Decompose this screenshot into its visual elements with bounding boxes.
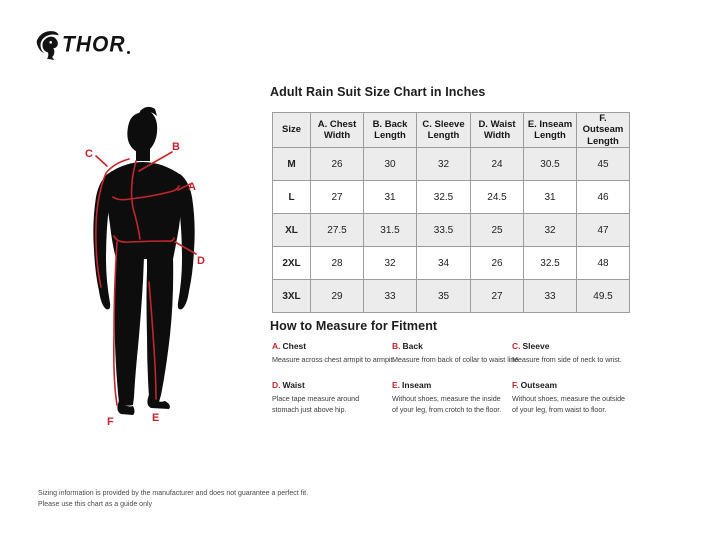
- measure-name: Outseam: [520, 379, 557, 390]
- col-header-sleeve: C. Sleeve Length: [417, 113, 471, 148]
- value-cell: 27: [311, 181, 364, 214]
- measure-item-heading: [392, 380, 512, 390]
- measure-name: Chest: [282, 341, 307, 351]
- measure-name: Waist: [282, 379, 305, 390]
- value-cell: 30.5: [524, 148, 577, 181]
- measure-description: Measure from back of collar to waist line.: [392, 355, 521, 364]
- body-silhouette: [93, 107, 194, 415]
- measure-item-heading: [272, 341, 392, 351]
- table-row: [273, 148, 630, 181]
- label-e: E: [152, 412, 160, 424]
- measure-description: Place tape measure around stomach just above hip.: [272, 393, 360, 414]
- col-header-chest: A. Chest Width: [311, 113, 364, 148]
- body-silhouette-diagram: [30, 75, 250, 455]
- value-cell: 28: [311, 247, 364, 280]
- value-cell: 32: [417, 148, 471, 181]
- label-d: D: [197, 255, 205, 267]
- measure-item-heading: [512, 341, 634, 351]
- disclaimer: [38, 488, 308, 510]
- measure-description: Measure across chest armpit to armpit.: [272, 355, 395, 364]
- value-cell: 32: [524, 214, 577, 247]
- size-cell: M: [273, 148, 311, 181]
- value-cell: 35: [417, 280, 471, 313]
- label-b: B: [172, 141, 180, 153]
- how-to-measure-title: How to Measure for Fitment: [270, 319, 438, 333]
- value-cell: 29: [311, 280, 364, 313]
- value-cell: 34: [417, 247, 471, 280]
- measure-letter: F.: [512, 379, 519, 390]
- disclaimer-line-1: Sizing information is provided by the manufacturer and does not guarantee a perfect fit.: [38, 490, 309, 497]
- disclaimer-line-2: Please use this chart as a guide only: [38, 501, 153, 509]
- measure-item-heading: [272, 380, 392, 390]
- value-cell: 26: [471, 247, 524, 280]
- value-cell: 25: [471, 214, 524, 247]
- measure-item-heading: [392, 341, 512, 351]
- value-cell: 46: [577, 181, 630, 214]
- size-cell: 3XL: [273, 280, 311, 313]
- measurement-figure: [30, 75, 250, 455]
- value-cell: 45: [577, 148, 630, 181]
- col-header-inseam: E. Inseam Length: [524, 113, 577, 148]
- value-cell: 31.5: [364, 214, 417, 247]
- measure-item-back: [392, 341, 521, 366]
- col-header-waist: D. Waist Width: [471, 113, 524, 148]
- measure-item-heading: [512, 380, 634, 390]
- value-cell: 24.5: [471, 181, 524, 214]
- value-cell: 31: [524, 181, 577, 214]
- value-cell: 33: [524, 280, 577, 313]
- size-cell: XL: [273, 214, 311, 247]
- goat-head-icon: [36, 30, 60, 60]
- table-header-row: [273, 113, 630, 148]
- measure-item-sleeve: [512, 341, 634, 366]
- measure-description: Measure from side of neck to wrist.: [512, 355, 622, 364]
- size-cell: L: [273, 181, 311, 214]
- value-cell: 27.5: [311, 214, 364, 247]
- value-cell: 33.5: [417, 214, 471, 247]
- measure-name: Sleeve: [522, 341, 550, 351]
- value-cell: 48: [577, 247, 630, 280]
- label-c: C: [85, 148, 93, 160]
- measure-name: Inseam: [402, 379, 432, 390]
- measure-item-inseam: [392, 380, 512, 416]
- value-cell: 32: [364, 247, 417, 280]
- col-header-size: Size: [273, 113, 311, 148]
- measure-letter: A.: [272, 341, 281, 351]
- value-cell: 31: [364, 181, 417, 214]
- table-row: [273, 247, 630, 280]
- value-cell: 49.5: [577, 280, 630, 313]
- logo-trademark-dot: [127, 51, 130, 54]
- value-cell: 47: [577, 214, 630, 247]
- measure-description: Without shoes, measure the inside of your leg, from crotch to the floor.: [392, 393, 502, 414]
- measure-letter: B.: [392, 341, 401, 351]
- brand-logo: [36, 30, 130, 60]
- value-cell: 32.5: [524, 247, 577, 280]
- measure-item-chest: [272, 341, 395, 366]
- value-cell: 32.5: [417, 181, 471, 214]
- label-f: F: [107, 416, 114, 428]
- sleeve-label-connector: [96, 156, 107, 166]
- measure-description: Without shoes, measure the outside of your leg, from waist to floor.: [512, 393, 625, 414]
- measure-letter: E.: [392, 379, 401, 390]
- value-cell: 30: [364, 148, 417, 181]
- measure-letter: C.: [512, 341, 521, 351]
- brand-wordmark: THOR: [62, 32, 126, 57]
- measure-instructions: [272, 341, 634, 415]
- col-header-back: B. Back Length: [364, 113, 417, 148]
- measure-item-waist: [272, 380, 392, 416]
- table-row: [273, 280, 630, 313]
- size-cell: 2XL: [273, 247, 311, 280]
- measure-name: Back: [402, 341, 423, 351]
- measure-item-outseam: [512, 380, 634, 416]
- label-a: A: [188, 181, 196, 193]
- value-cell: 24: [471, 148, 524, 181]
- value-cell: 33: [364, 280, 417, 313]
- measure-letter: D.: [272, 379, 281, 390]
- value-cell: 26: [311, 148, 364, 181]
- table-row: [273, 181, 630, 214]
- size-chart-title: Adult Rain Suit Size Chart in Inches: [270, 85, 486, 99]
- size-chart-table: [272, 112, 630, 313]
- col-header-outseam: F. Outseam Length: [577, 113, 630, 148]
- table-row: [273, 214, 630, 247]
- value-cell: 27: [471, 280, 524, 313]
